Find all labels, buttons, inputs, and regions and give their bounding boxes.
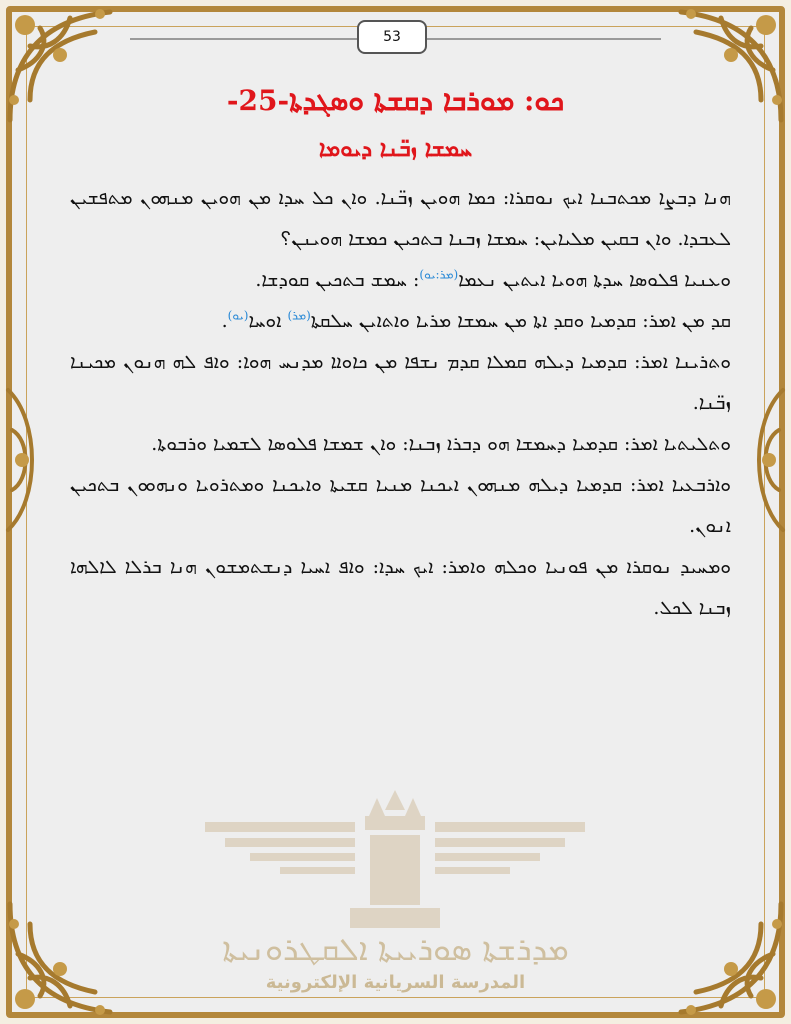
paragraph: ܘܡܚܝܕ ܢܘܩܪܐ ܡܢ ܦܘܢܝܐ ܘܟܠܗ ܘܐܡܪ: ܐܝܟ ܚܕܐ: ܘܐܦ ܐܚܝܐ ܕܢܫܬܡܫܘܢ ܗܢܐ ܒܪܠܐ ܠܐܠܗܐ ܙܒܢܐ ܠܟܠ. xyxy=(70,556,731,619)
paragraph: ܩܕ ܡܢ ܐܡܪ: ܩܕܡܝܐ ܘܩܕ ܐܬܐ ܡܢ ܚܡܫܐ ܡܪܝܐ ܘܐܬܐܝܢ ܚܠܩܬܐ$^{(ܡܪ)}$ ܐܘܚܐ$^{(ܝܘ)}$. xyxy=(221,308,731,332)
paragraph: ܘܐܪܒܥܝܐ ܐܡܪ: ܩܕܡܝܐ ܕܝܠܗ ܡܢܗܘܢ ܐܝܟܢܐ ܡܢܝܐ ܩܫܝܬܐ ܘܐܝܟܢܐ ܘܡܬܪܘܝܐ ܘܢܗܘܘܢ ܒܬܟܝܢ ܐܢܘܢ. xyxy=(70,474,731,537)
reference-marker: (ܝܘ) xyxy=(227,308,249,323)
reference-marker: (ܡܪ:ܝܘ) xyxy=(419,267,459,282)
lesson-body xyxy=(70,178,731,629)
lesson-title: ܟܘ: ܡܘܪܒܐ ܕܩܫܬܐ ܘܣܓܕܬܐ-25- xyxy=(226,84,565,117)
watermark-syriac: ܡܕܪܫܬܐ ܣܘܪܝܝܬܐ ܐܠܩܛܪܘܢܝܬܐ xyxy=(222,930,569,968)
side-ornament-icon xyxy=(731,380,791,540)
paragraph: ܗܢܐ ܕܒܨܐ ܡܟܬܒܢܐ ܐܝܟ ܢܘܩܪܐ: ܟܡܐ ܗܘܝܢ ܙܒ̈ܢܐ. ܘܐܢ ܟܠ ܚܕܐ ܡܢ ܗܘܝܢ ܡܢܗܘܢ ܡܬܦܫܝܢ ܠܥܒܕܐ. ܘܐܢ ܒܩܝܢ ܡܠܝܐܝܢ: ܚܡܫܐ ܙܒܢܐ ܒܬܟܝܢ ܟܡܫܐ ܗܘܝܢܢ؟ xyxy=(70,187,731,250)
page-number: 53 xyxy=(357,20,427,54)
reference-marker: (ܡܪ) xyxy=(287,308,311,323)
paragraph: ܘܥܢܝܐ ܦܠܘܣܐ ܚܕܬܐ ܗܘܝܐ ܐܝܬܝܢ ܢܥܡܐ$^{(ܡܪ:ܝܘ)}$: ܚܡܫ ܒܬܟܝܢ ܩܘܕܫܐ. xyxy=(255,267,731,291)
side-ornament-icon xyxy=(0,380,60,540)
lesson-subtitle: ܚܡܫܐ ܙܒ̈ܢܐ ܕܝܘܡܐ xyxy=(318,136,473,162)
watermark-arabic: المدرسة السريانية الإلكترونية xyxy=(265,972,526,993)
winged-emblem-logo-icon xyxy=(205,780,585,940)
paragraph: ܘܬܪܝܢܐ ܐܡܪ: ܩܕܡܝܐ ܕܝܠܗ ܩܡܠܐ ܩܕܡ ܢܫܦܐ ܡܢ ܟܐܘܐܐ ܡܕܢܚ ܗܘܐ: ܘܐܦ ܠܗ ܗܢܘܢ ܡܟܝܢܐ ܙܒ̈ܢܐ. xyxy=(70,351,731,414)
paragraph: ܘܬܠܝܬܝܐ ܐܡܪ: ܩܕܡܝܐ ܕܚܡܫܐ ܗܘ ܕܒܪܐ ܙܒܢܐ: ܘܐܢ ܫܡܫܐ ܦܠܘܣܐ ܠܫܡܝܐ ܘܪܒܘܬܐ. xyxy=(151,433,731,455)
